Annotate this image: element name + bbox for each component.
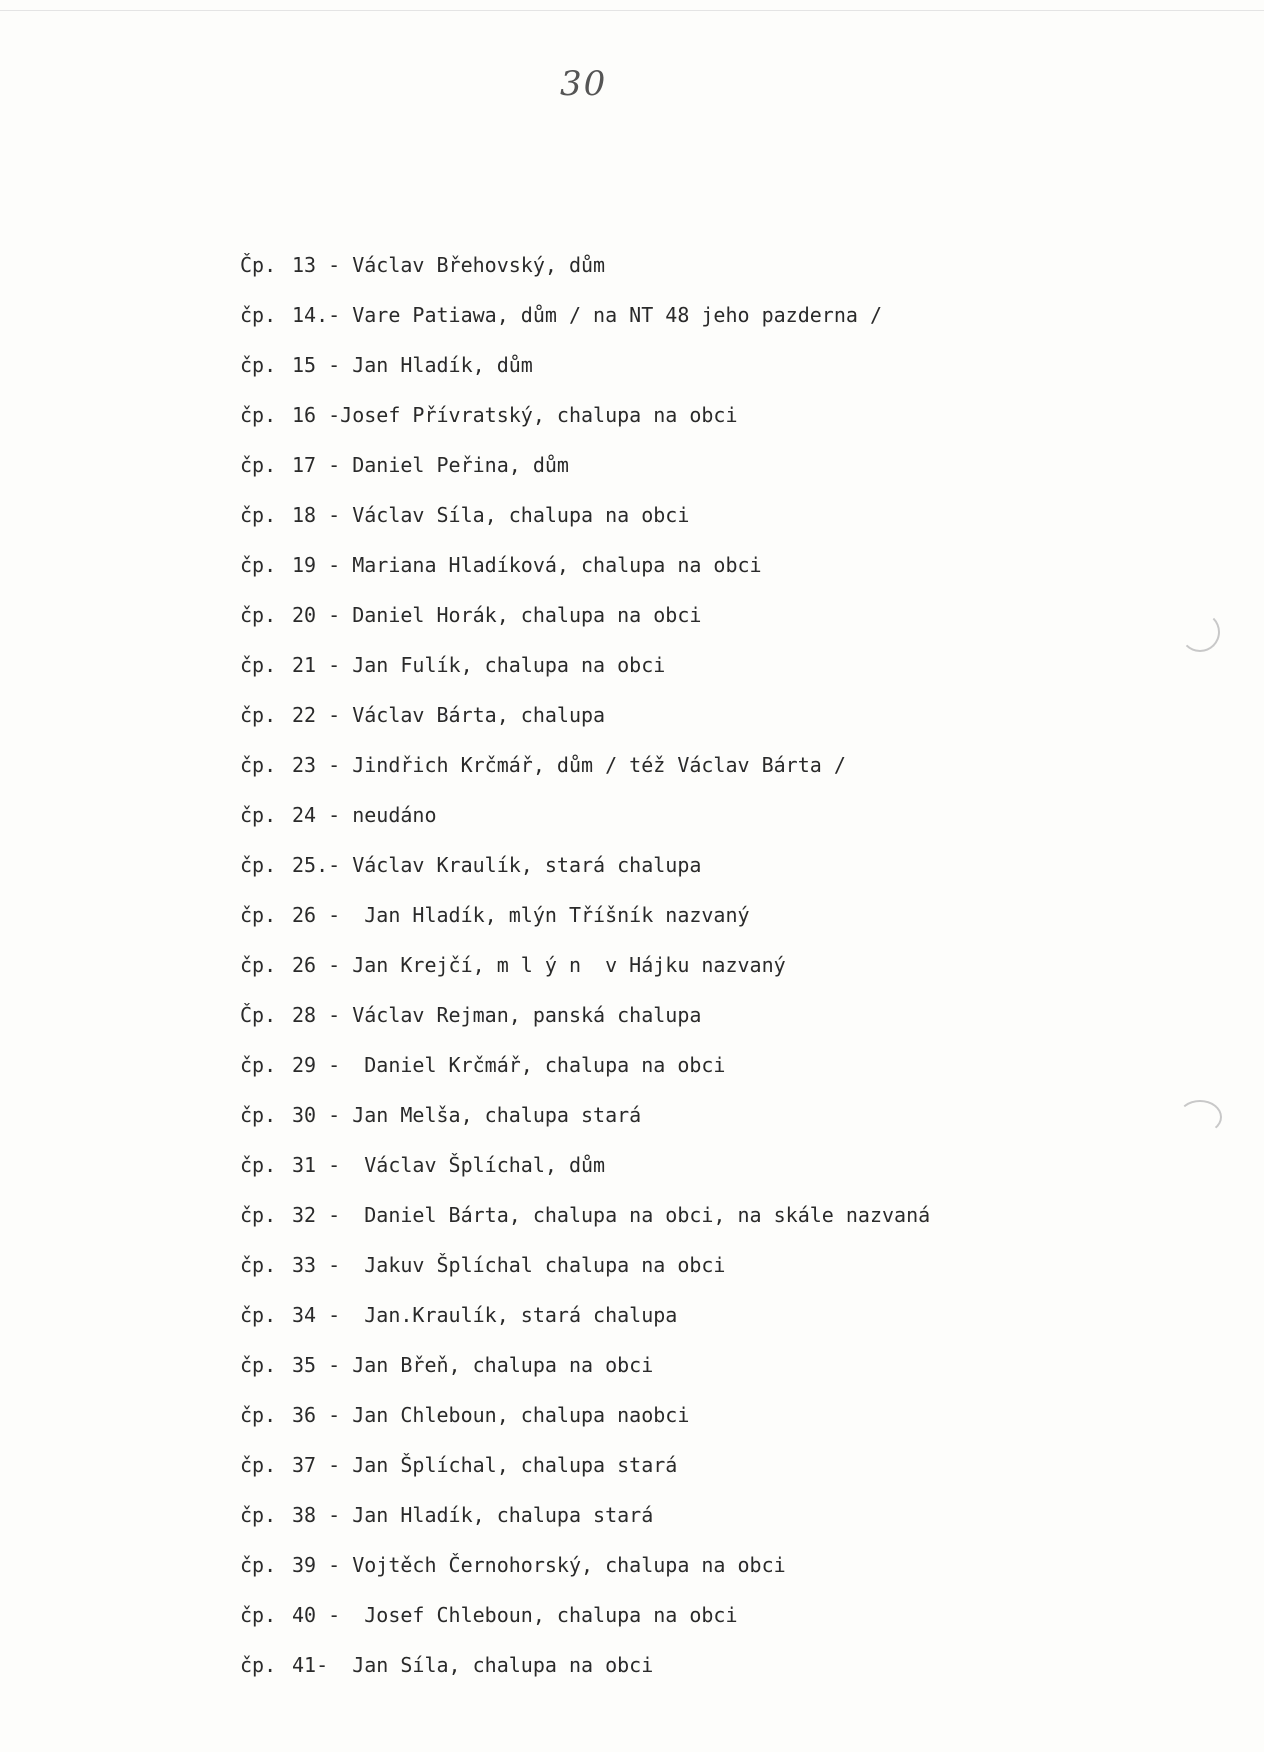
register-entry [240, 640, 930, 690]
register-entry [240, 1190, 930, 1240]
register-entry [240, 1090, 930, 1140]
register-entry [240, 740, 930, 790]
entry-text: 15 - Jan Hladík, dům [292, 353, 533, 377]
register-entry [240, 790, 930, 840]
entry-prefix: čp. [240, 653, 277, 677]
entry-text: 29 - Daniel Krčmář, chalupa na obci [292, 1053, 726, 1077]
entry-prefix: čp. [240, 403, 277, 427]
entry-prefix: čp. [240, 1403, 277, 1427]
register-entry [240, 1590, 930, 1640]
entry-prefix: čp. [240, 1053, 277, 1077]
register-entry [240, 1490, 930, 1540]
entry-text: 36 - Jan Chleboun, chalupa naobci [292, 1403, 690, 1427]
entry-text: 28 - Václav Rejman, panská chalupa [292, 1003, 702, 1027]
entry-text: 19 - Mariana Hladíková, chalupa na obci [292, 553, 762, 577]
entry-text: 16 -Josef Přívratský, chalupa na obci [292, 403, 738, 427]
register-entry [240, 990, 930, 1040]
entry-prefix: čp. [240, 1153, 277, 1177]
entry-text: 32 - Daniel Bárta, chalupa na obci, na skále nazvaná [292, 1203, 931, 1227]
register-entry [240, 1640, 930, 1690]
register-entry [240, 940, 930, 990]
entry-prefix: čp. [240, 1303, 277, 1327]
register-entry [240, 390, 930, 440]
register-entry [240, 1240, 930, 1290]
entry-text: 34 - Jan.Kraulík, stará chalupa [292, 1303, 678, 1327]
entry-text: 26 - Jan Hladík, mlýn Tříšník nazvaný [292, 903, 750, 927]
page-edge-line [0, 10, 1264, 11]
register-entry [240, 440, 930, 490]
entry-prefix: čp. [240, 1653, 277, 1677]
entry-prefix: čp. [240, 1203, 277, 1227]
entry-text: 18 - Václav Síla, chalupa na obci [292, 503, 690, 527]
register-entry [240, 1040, 930, 1090]
page-number: 30 [560, 64, 608, 104]
entry-text: 23 - Jindřich Krčmář, dům / též Václav Bárta / [292, 753, 846, 777]
register-entry [240, 1290, 930, 1340]
entry-prefix: čp. [240, 1453, 277, 1477]
entry-prefix: čp. [240, 453, 277, 477]
register-entry [240, 290, 930, 340]
entry-prefix: čp. [240, 553, 277, 577]
entry-prefix: čp. [240, 853, 277, 877]
entry-prefix: čp. [240, 353, 277, 377]
entry-prefix: čp. [240, 1603, 277, 1627]
register-entry [240, 840, 930, 890]
entry-text: 33 - Jakuv Šplíchal chalupa na obci [292, 1253, 726, 1277]
margin-punch-mark [1180, 612, 1220, 652]
entry-text: 31 - Václav Šplíchal, dům [292, 1153, 606, 1177]
entry-prefix: čp. [240, 503, 277, 527]
entry-prefix: čp. [240, 753, 277, 777]
entry-text: 35 - Jan Břeň, chalupa na obci [292, 1353, 654, 1377]
entry-prefix: Čp. [240, 1003, 277, 1027]
register-entry [240, 340, 930, 390]
register-entry [240, 1340, 930, 1390]
register-entry [240, 890, 930, 940]
entry-prefix: čp. [240, 1503, 277, 1527]
entry-text: 21 - Jan Fulík, chalupa na obci [292, 653, 666, 677]
entry-prefix: čp. [240, 1553, 277, 1577]
entry-prefix: čp. [240, 303, 277, 327]
entry-text: 13 - Václav Břehovský, dům [292, 253, 606, 277]
entry-text: 22 - Václav Bárta, chalupa [292, 703, 606, 727]
entry-prefix: čp. [240, 703, 277, 727]
entry-prefix: čp. [240, 953, 277, 977]
register-entry [240, 690, 930, 740]
register-entry [240, 1540, 930, 1590]
entry-prefix: čp. [240, 1353, 277, 1377]
register-entry [240, 1140, 930, 1190]
entry-text: 26 - Jan Krejčí, m l ý n v Hájku nazvaný [292, 953, 786, 977]
register-entry [240, 590, 930, 640]
register-entry [240, 490, 930, 540]
entry-prefix: čp. [240, 803, 277, 827]
entry-text: 38 - Jan Hladík, chalupa stará [292, 1503, 654, 1527]
register-entry [240, 240, 930, 290]
entry-prefix: Čp. [240, 253, 277, 277]
entry-text: 25.- Václav Kraulík, stará chalupa [292, 853, 702, 877]
entry-text: 17 - Daniel Peřina, dům [292, 453, 569, 477]
register-entry [240, 1390, 930, 1440]
entry-prefix: čp. [240, 1103, 277, 1127]
entry-text: 20 - Daniel Horák, chalupa na obci [292, 603, 702, 627]
margin-punch-mark [1178, 1100, 1222, 1134]
entry-text: 14.- Vare Patiawa, dům / na NT 48 jeho pazderna / [292, 303, 883, 327]
entry-text: 24 - neudáno [292, 803, 437, 827]
entry-text: 40 - Josef Chleboun, chalupa na obci [292, 1603, 738, 1627]
entry-prefix: čp. [240, 603, 277, 627]
entry-prefix: čp. [240, 1253, 277, 1277]
entry-text: 30 - Jan Melša, chalupa stará [292, 1103, 642, 1127]
entry-text: 37 - Jan Šplíchal, chalupa stará [292, 1453, 678, 1477]
entry-text: 39 - Vojtěch Černohorský, chalupa na obci [292, 1553, 786, 1577]
house-register-list [240, 240, 930, 1690]
register-entry [240, 1440, 930, 1490]
entry-prefix: čp. [240, 903, 277, 927]
register-entry [240, 540, 930, 590]
entry-text: 41- Jan Síla, chalupa na obci [292, 1653, 654, 1677]
